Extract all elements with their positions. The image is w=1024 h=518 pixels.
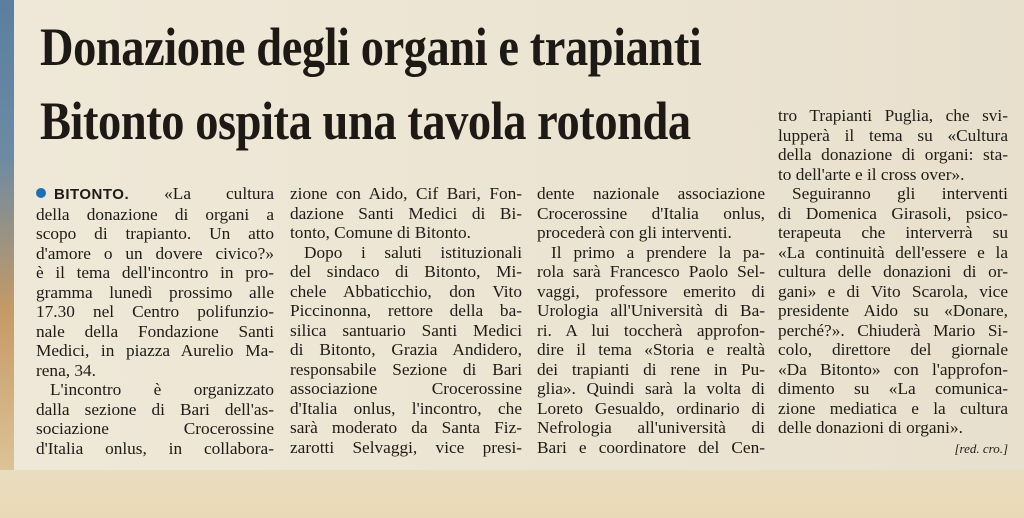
text-line: procederà con gli interventi. bbox=[537, 223, 732, 242]
text-line: nale della Fondazione Santi bbox=[36, 321, 274, 341]
text-line: Crocerossine d'Italia onlus, bbox=[537, 203, 765, 223]
text-line: Nefrologia all'università di bbox=[537, 418, 765, 437]
text-line: Seguiranno gli interventi bbox=[792, 184, 1008, 203]
text-line: Il primo a prendere la pa- bbox=[551, 242, 765, 262]
text-line: delle donazioni di organi». bbox=[778, 418, 963, 437]
text-line: dente nazionale associazione bbox=[537, 184, 765, 203]
text-line: sociazione Crocerossine bbox=[36, 419, 274, 438]
text-line: associazione Crocerossine bbox=[290, 379, 522, 398]
text-line: responsabile Sezione di Bari bbox=[290, 359, 522, 379]
text-line: presidente Aido su «Donare, bbox=[778, 301, 1008, 320]
dateline: BITONTO. bbox=[54, 186, 130, 203]
text-line: Medici, in piazza Aurelio Ma- bbox=[36, 341, 274, 360]
article-column-1 bbox=[36, 184, 274, 458]
text-line: lupperà il tema su «Cultura bbox=[778, 125, 1008, 145]
text-line: Urologia all'Università di Ba- bbox=[537, 301, 765, 320]
text-line: dire il tema «Storia e realtà bbox=[537, 340, 765, 359]
text-line: dei trapianti di rene in Pu- bbox=[537, 359, 765, 379]
text-line: colo, direttore del giornale bbox=[778, 340, 1008, 359]
text-line: chele Abbaticchio, don Vito bbox=[290, 281, 522, 301]
article-column-3 bbox=[537, 184, 765, 457]
text-line: del sindaco di Bitonto, Mi- bbox=[290, 262, 522, 281]
text-line: L'incontro è organizzato bbox=[50, 380, 274, 399]
text-line: «Da Bitonto» con l'approfon- bbox=[778, 359, 1008, 379]
text-line: perché?». Chiuderà Mario Si- bbox=[778, 320, 1008, 340]
text-line: vaggi, professore emerito di bbox=[537, 281, 765, 301]
text-line: gani» e di Vito Scarola, vice bbox=[778, 281, 1008, 301]
author-signature: [red. cro.] bbox=[954, 440, 1008, 456]
text-line: della donazione di organi a bbox=[36, 204, 274, 224]
text-line: di Bitonto, Grazia Andidero, bbox=[290, 340, 522, 359]
text-line: silica santuario Santi Medici bbox=[290, 320, 522, 340]
text-line: dalla sezione di Bari dell'as- bbox=[36, 399, 274, 419]
text-line: BITONTO. «La cultura bbox=[36, 184, 274, 205]
text-line: di Domenica Girasoli, psico- bbox=[778, 203, 1008, 223]
text-line: dazione Santi Medici di Bi- bbox=[290, 203, 522, 223]
text-line: 17.30 nel Centro polifunzio- bbox=[36, 302, 274, 321]
text-line: Bari e coordinatore del Cen- bbox=[537, 437, 765, 457]
text-line: d'Italia onlus, in collabora- bbox=[36, 438, 274, 458]
text-line: ri. A lui toccherà approfon- bbox=[537, 320, 765, 340]
text-line: «La continuità dell'essere e la bbox=[778, 242, 1008, 262]
text-line: zione con Aido, Cif Bari, Fon- bbox=[290, 184, 522, 203]
text-line: rola sarà Francesco Paolo Sel- bbox=[537, 262, 765, 281]
text-line: cultura delle donazioni di or- bbox=[778, 262, 1008, 281]
text-line: è il tema dell'incontro in pro- bbox=[36, 263, 274, 282]
text-line: d'amore o un dovere civico?» bbox=[36, 243, 274, 263]
text-line: tonto, Comune di Bitonto. bbox=[290, 223, 471, 242]
text-line: d'Italia onlus, l'incontro, che bbox=[290, 398, 522, 418]
background-edge bbox=[0, 0, 14, 518]
text-line: Loreto Gesualdo, ordinario di bbox=[537, 398, 765, 418]
text-line: dimento su «La comunica- bbox=[778, 379, 1008, 398]
text-line: Piccinonna, rettore della ba- bbox=[290, 301, 522, 320]
text-line: glia». Quindi sarà la volta di bbox=[537, 379, 765, 398]
text-line: to dell'arte e il cross over». bbox=[778, 164, 965, 184]
text-line: della donazione di organi: sta- bbox=[778, 145, 1008, 164]
article-column-2 bbox=[290, 184, 522, 457]
text-line: Dopo i saluti istituzionali bbox=[304, 242, 522, 262]
text-line: rena, 34. bbox=[36, 360, 96, 380]
text-line: terapeuta che interverrà su bbox=[778, 223, 1008, 242]
headline-line-2: Bitonto ospita una tavola rotonda bbox=[40, 91, 691, 151]
article-column-4 bbox=[778, 106, 1008, 458]
bullet-icon bbox=[36, 188, 46, 198]
text-line: sarà moderato da Santa Fiz- bbox=[290, 418, 522, 437]
text-line: tro Trapianti Puglia, che svi- bbox=[778, 106, 1008, 125]
text-line: zione mediatica e la cultura bbox=[778, 398, 1008, 418]
text-line: gramma lunedì prossimo alle bbox=[36, 282, 274, 302]
text-line: zarotti Selvaggi, vice presi- bbox=[290, 437, 522, 457]
headline-line-1: Donazione degli organi e trapianti bbox=[40, 17, 702, 77]
text-line: scopo di trapianto. Un atto bbox=[36, 224, 274, 243]
background-surface bbox=[0, 470, 1024, 518]
